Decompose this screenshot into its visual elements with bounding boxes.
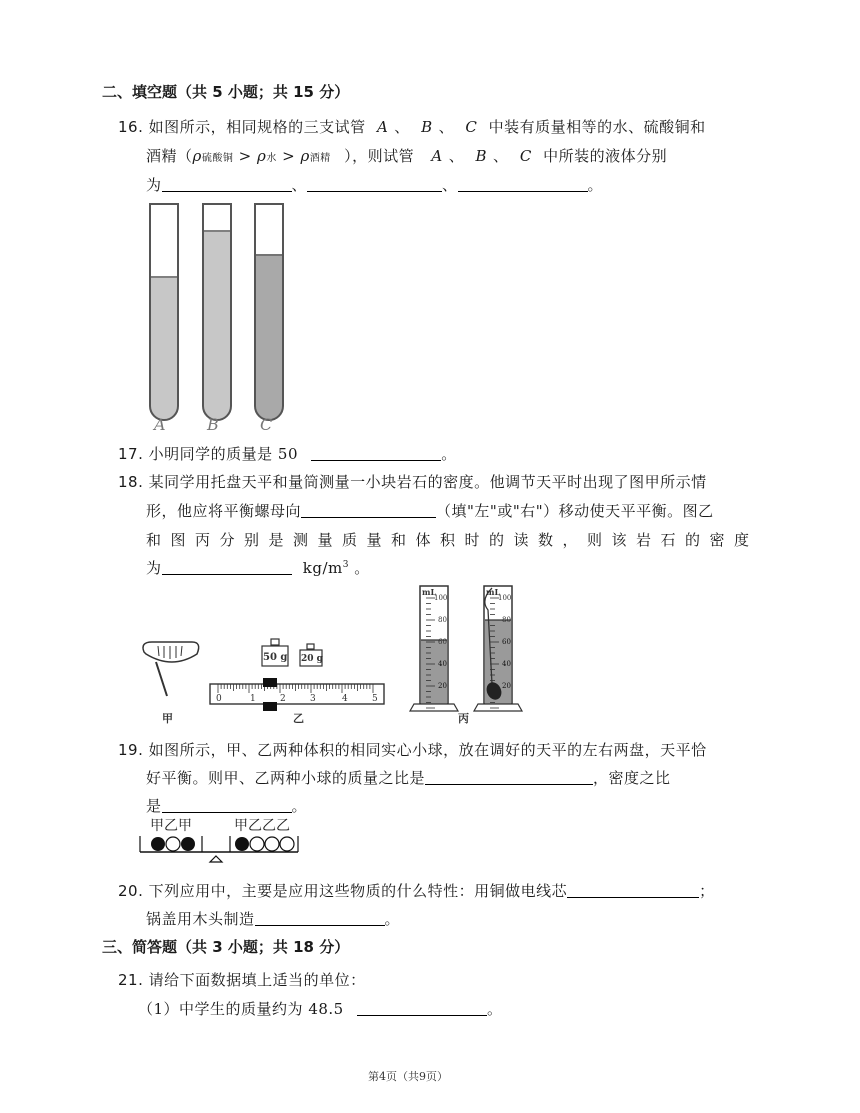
graduated-cylinder-left [410,586,458,711]
q20-text: ； [699,882,715,900]
answer-blank[interactable] [425,769,593,785]
period: 。 [384,910,401,928]
ruler-label-0: 0 [216,694,222,704]
ball-yi [280,837,294,851]
q20-text: 锅盖用木头制造 [146,910,255,928]
subscript: 硫酸铜 [201,153,234,164]
answer-blank[interactable] [162,797,292,813]
q16-text: 酒精（ [146,147,193,165]
period: 。 [354,559,370,577]
q18-text: 为 [146,559,162,577]
tube-b-ref: B [421,118,433,136]
tube-a-ref: A [376,118,389,136]
cyl-unit-right: mL [486,587,501,597]
q18-text: （填"左"或"右"）移动使天平平衡。图乙 [436,502,714,520]
q16-text: ），则试管 [344,147,415,165]
answer-blank[interactable] [307,176,442,192]
fig-label-bing: 丙 [458,712,469,725]
cyl-unit-left: mL [422,587,437,597]
ruler-label-2: 2 [280,694,286,704]
question-19-line1 [118,739,707,760]
test-tube-c [253,204,285,434]
cyl-label: 40 [502,660,511,668]
gt-symbol: > [238,147,252,165]
page-footer: 第4页（共9页） [368,1070,448,1083]
q20-text: 下列应用中，主要是应用这些物质的什么特性：用铜做电线芯 [148,882,568,900]
cyl-label: 60 [502,638,511,646]
q19-text: 好平衡。则甲、乙两种小球的质量之比是 [146,769,426,787]
rider-top [263,678,277,687]
question-16-line1 [118,116,706,137]
question-number: 17. [118,445,144,463]
answer-blank[interactable] [311,445,441,461]
period: 。 [587,176,604,194]
fig-label-jia: 甲 [162,712,173,725]
rider-bottom [263,702,277,711]
ball-yi [166,837,180,851]
answer-blank[interactable] [357,1000,487,1016]
question-21-line1 [118,969,366,990]
test-tube-a [148,204,180,434]
q19-text: 如图所示，甲、乙两种体积的相同实心小球，放在调好的天平的左右两盘，天平恰 [148,741,707,759]
question-18-line4 [146,557,370,578]
tube-label-c: C [260,415,273,434]
answer-blank[interactable] [255,910,385,926]
subscript: 酒精 [309,153,331,164]
test-tubes-figure [140,198,290,434]
question-20-line1 [118,880,715,901]
weights-and-rider-yi [210,639,384,725]
ball-jia [235,837,249,851]
question-19-line3 [146,795,307,816]
ruler-label-4: 4 [342,694,348,704]
tube-b-ref: B [475,147,488,165]
question-number: 16. [118,118,144,136]
cyl-label: 60 [438,638,447,646]
ball-yi [250,837,264,851]
q16-text: 为 [146,176,162,194]
test-tube-b [201,204,233,430]
ball-yi [265,837,279,851]
q16-text: 中装有质量相等的水、硫酸铜和 [488,118,706,136]
tube-a-ref: A [431,147,443,165]
question-21-sub1 [138,998,503,1019]
fig-label-yi: 乙 [293,712,304,725]
question-16-line3 [146,174,603,195]
question-17 [118,443,457,464]
q17-text: 小明同学的质量是 50 [148,445,298,463]
cyl-label: 20 [502,682,511,690]
tube-label-b: B [207,415,219,434]
cyl-label: 20 [438,682,447,690]
period: 。 [291,797,308,815]
density-unit: kg/m [302,559,343,577]
separator: 、 [394,118,410,136]
question-16-line2 [146,145,667,166]
ball-jia [151,837,165,851]
answer-blank[interactable] [162,559,292,575]
question-19-line2 [146,767,671,788]
graduated-cylinder-right [474,586,522,711]
subscript: 水 [266,153,277,164]
balance-balls-figure [138,814,300,864]
ball-jia [181,837,195,851]
separator: 、 [442,176,458,194]
left-pan-label: 甲乙甲 [150,818,192,834]
q16-text: 如图所示，相同规格的三支试管 [148,118,366,136]
q16-text: 中所装的液体分别 [543,147,668,165]
separator: 、 [438,118,455,136]
section-title: 二、填空题（共 5 小题；共 15 分） [102,83,350,101]
rho-symbol: ρ [256,147,267,165]
answer-blank[interactable] [567,882,699,898]
question-number: 19. [118,741,144,759]
question-number: 20. [118,882,144,900]
cyl-label: 80 [438,616,447,624]
q21-text: 请给下面数据填上适当的单位： [148,971,366,989]
question-number: 21. [118,971,144,989]
q18-text: 某同学用托盘天平和量筒测量一小块岩石的密度。他调节天平时出现了图甲所示情 [148,473,707,491]
answer-blank[interactable] [458,176,588,192]
gt-symbol: > [282,147,296,165]
cyl-label: 100 [434,594,448,602]
q21-text: （1）中学生的质量约为 48.5 [138,1000,344,1018]
ruler-label-5: 5 [372,694,378,704]
weight-50g: 50 g [263,652,288,663]
separator: 、 [448,147,465,165]
right-pan-label: 甲乙乙乙 [234,818,290,834]
tube-c-ref: C [519,147,532,165]
separator: 、 [493,147,509,165]
cyl-label: 40 [438,660,447,668]
tube-c-ref: C [465,118,478,136]
ruler-label-3: 3 [310,694,316,704]
question-18-line2 [146,500,714,521]
rho-symbol: ρ [300,147,310,165]
answer-blank[interactable] [162,176,292,192]
separator: 、 [291,176,308,194]
ruler-label-1: 1 [250,694,256,704]
weight-20g: 20 g [301,654,323,664]
period: 。 [441,445,457,463]
rho-symbol: ρ [192,147,202,165]
q18-figure [130,580,530,728]
period: 。 [487,1000,503,1018]
question-number: 18. [118,473,144,491]
fulcrum [210,856,222,862]
cyl-label: 80 [502,616,511,624]
question-18-line1 [118,471,707,492]
q18-text: 形，他应将平衡螺母向 [146,502,302,520]
answer-blank[interactable] [301,502,436,518]
question-20-line2 [146,908,400,929]
balance-dial-jia [143,642,199,725]
tube-label-a: A [154,415,166,434]
q19-text: ，密度之比 [593,769,671,787]
unit-exponent: 3 [342,560,349,570]
section-title: 三、简答题（共 3 小题；共 18 分） [102,938,350,956]
question-18-line3: 和图丙分别是测量质量和体积时的读数，则该岩石的密度 [146,531,759,549]
q19-text: 是 [146,797,162,815]
cyl-label: 100 [498,594,512,602]
